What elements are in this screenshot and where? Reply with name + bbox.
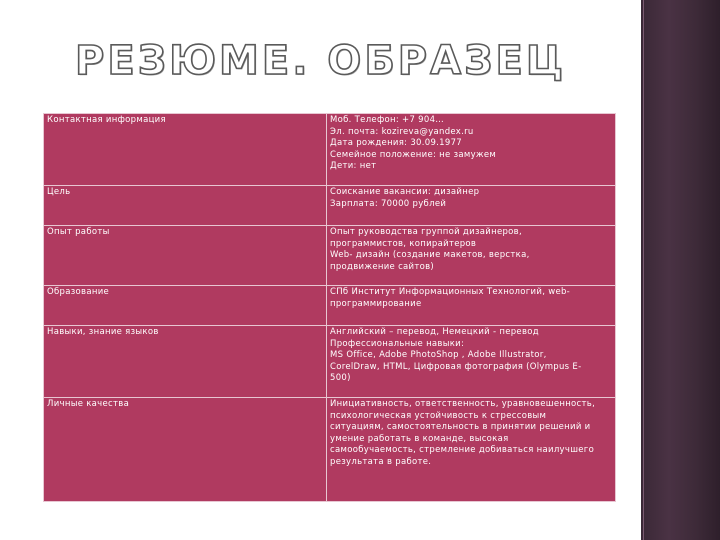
row-label-skills: Навыки, знание языков: [44, 326, 327, 398]
skills-line: MS Office, Adobe PhotoShop , Adobe Illustrator,: [330, 350, 547, 360]
skills-line: Профессиональные навыки:: [330, 338, 465, 349]
row-label-personal-qualities: Личные качества: [44, 398, 327, 502]
contact-marital-status: Семейное положение: не замужем: [330, 149, 497, 160]
education-line: программирование: [330, 298, 422, 309]
experience-line: Web- дизайн (создание макетов, верстка,: [330, 250, 530, 260]
table-row-experience: [44, 226, 616, 286]
page-title: РЕЗЮМЕ. ОБРАЗЕЦ: [75, 38, 566, 84]
row-value-contact: [327, 114, 616, 186]
goal-salary: Зарплата: 70000 рублей: [330, 198, 447, 209]
goal-vacancy: Соискание вакансии: дизайнер: [330, 187, 480, 197]
table-row-contact: [44, 114, 616, 186]
row-label-goal: Цель: [44, 186, 327, 226]
table-row-goal: [44, 186, 616, 226]
contact-birthdate: Дата рождения: 30.09.1977: [330, 138, 462, 148]
qualities-line: самообучаемость, стремление добиваться наилучшего: [330, 445, 595, 455]
skills-line: CorelDraw, HTML, Цифровая фотография (Olympus E-: [330, 361, 582, 372]
experience-line: продвижение сайтов): [330, 261, 435, 272]
table-row-skills: [44, 326, 616, 398]
row-label-experience: Опыт работы: [44, 226, 327, 286]
row-label-contact: Контактная информация: [44, 114, 327, 186]
qualities-line: результата в работе.: [330, 456, 432, 467]
experience-line: программистов, копирайтеров: [330, 238, 477, 249]
row-value-skills: [327, 326, 616, 398]
row-value-experience: [327, 226, 616, 286]
education-line: СПб Институт Информационных Технологий, web-: [330, 287, 571, 297]
qualities-line: Инициативность, ответственность, уравновешенность,: [330, 399, 596, 409]
table-row-personal-qualities: [44, 398, 616, 502]
row-label-education: Образование: [44, 286, 327, 326]
skills-line: 500): [330, 373, 351, 383]
qualities-line: умение работать в команде, высокая: [330, 433, 509, 444]
skills-line: Английский – перевод, Немецкий - перевод: [330, 327, 539, 337]
resume-table: [43, 113, 616, 502]
contact-phone: Моб. Телефон: +7 904…: [330, 115, 445, 125]
contact-children: Дети: нет: [330, 161, 377, 171]
qualities-line: психологическая устойчивость к стрессовым: [330, 410, 547, 421]
row-value-goal: [327, 186, 616, 226]
row-value-education: [327, 286, 616, 326]
experience-line: Опыт руководства группой дизайнеров,: [330, 227, 522, 237]
table-row-education: [44, 286, 616, 326]
qualities-line: ситуациям, самостоятельность в принятии решений и: [330, 422, 591, 432]
row-value-personal-qualities: [327, 398, 616, 502]
decorative-sidebar: [641, 0, 720, 540]
contact-email: Эл. почта: kozireva@yandex.ru: [330, 126, 474, 137]
